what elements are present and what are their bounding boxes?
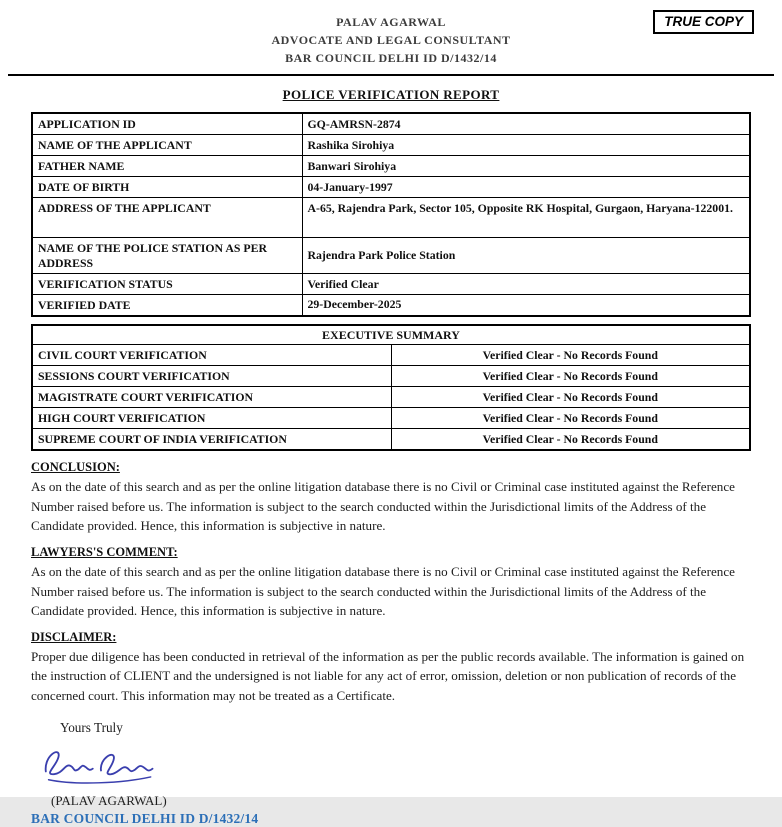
applicant-table <box>31 112 751 317</box>
letterhead-bar-id: BAR COUNCIL DELHI ID D/1432/14 <box>285 51 497 65</box>
table-row <box>32 177 750 198</box>
table-row <box>32 113 750 135</box>
executive-summary-title: EXECUTIVE SUMMARY <box>32 325 750 345</box>
conclusion-heading: CONCLUSION: <box>31 460 120 474</box>
row-label: FATHER NAME <box>32 156 302 177</box>
table-row <box>32 408 750 429</box>
row-value: Verified Clear - No Records Found <box>391 366 750 387</box>
table-row <box>32 345 750 366</box>
table-row <box>32 198 750 238</box>
table-row <box>32 238 750 274</box>
letterhead-name: PALAV AGARWAL <box>336 15 446 29</box>
signatory-name: (PALAV AGARWAL) <box>51 792 167 808</box>
row-value: Banwari Sirohiya <box>302 156 750 177</box>
executive-summary-table <box>31 324 751 451</box>
row-value: Verified Clear - No Records Found <box>391 345 750 366</box>
disclaimer-heading: DISCLAIMER: <box>31 629 117 644</box>
row-value: Verified Clear <box>302 274 750 295</box>
letterhead-role: ADVOCATE AND LEGAL CONSULTANT <box>271 33 511 47</box>
row-value: GQ-AMRSN-2874 <box>302 113 750 135</box>
report-title-wrap <box>0 86 782 104</box>
row-label: DATE OF BIRTH <box>32 177 302 198</box>
row-label: ADDRESS OF THE APPLICANT <box>32 198 302 238</box>
table-row <box>32 274 750 295</box>
true-copy-label: TRUE COPY <box>664 14 743 29</box>
table-row <box>32 156 750 177</box>
row-label: APPLICATION ID <box>32 113 302 135</box>
row-value: Verified Clear - No Records Found <box>391 408 750 429</box>
executive-summary-header-row <box>32 325 750 345</box>
true-copy-stamp <box>653 10 754 34</box>
disclaimer-text: Proper due diligence has been conducted in retrieval of the information as per the public records available. The information is gained on the instruction of CLIENT and the undersigned is not liable for any act of error, omission, deletion or non publication of records of the concerned court. This information may not be treated as a Certificate. <box>31 648 745 704</box>
conclusion-section <box>31 460 751 536</box>
table-row <box>32 366 750 387</box>
row-value: Rashika Sirohiya <box>302 135 750 156</box>
row-value: Verified Clear - No Records Found <box>391 387 750 408</box>
table-row <box>32 387 750 408</box>
row-label: HIGH COURT VERIFICATION <box>32 408 391 429</box>
lawyers-comment-section <box>31 545 751 621</box>
lawyers-comment-text: As on the date of this search and as per the online litigation database there is no Civil or Criminal case instituted against the Reference Number raised before us. The information is subject to the search conducted within the Jurisdictional limits of the Address of the Candidate provided. Hence, this information is subjective in nature. <box>31 563 735 619</box>
signature-image <box>35 742 751 793</box>
signatory-bar-id: BAR COUNCIL DELHI ID D/1432/14 <box>31 810 259 826</box>
table-row <box>32 295 750 317</box>
report-title: POLICE VERIFICATION REPORT <box>282 87 500 102</box>
lawyers-comment-heading: LAWYERS'S COMMENT: <box>31 544 178 559</box>
header-divider <box>8 74 774 76</box>
row-label: MAGISTRATE COURT VERIFICATION <box>32 387 391 408</box>
row-label: SUPREME COURT OF INDIA VERIFICATION <box>32 429 391 451</box>
row-label: CIVIL COURT VERIFICATION <box>32 345 391 366</box>
row-label: NAME OF THE POLICE STATION AS PER ADDRESS <box>32 238 302 274</box>
row-value: Rajendra Park Police Station <box>302 238 750 274</box>
row-label: VERIFIED DATE <box>32 295 302 317</box>
row-label: NAME OF THE APPLICANT <box>32 135 302 156</box>
table-row <box>32 135 750 156</box>
salutation: Yours Truly <box>60 719 123 735</box>
document-body <box>31 460 751 827</box>
row-value: 04-January-1997 <box>302 177 750 198</box>
row-value: Verified Clear - No Records Found <box>391 429 750 451</box>
row-value: A-65, Rajendra Park, Sector 105, Opposite RK Hospital, Gurgaon, Haryana-122001. <box>302 198 750 238</box>
row-value: 29-December-2025 <box>302 295 750 317</box>
conclusion-text: As on the date of this search and as per the online litigation database there is no Civil or Criminal case instituted against the Reference Number raised before us. The information is subject to the search conducted within the Jurisdictional limits of the Address of the Candidate provided. Hence, this information is subjective in nature. <box>31 479 735 534</box>
row-label: SESSIONS COURT VERIFICATION <box>32 366 391 387</box>
disclaimer-section <box>31 630 751 706</box>
row-label: VERIFICATION STATUS <box>32 274 302 295</box>
table-row <box>32 429 750 451</box>
